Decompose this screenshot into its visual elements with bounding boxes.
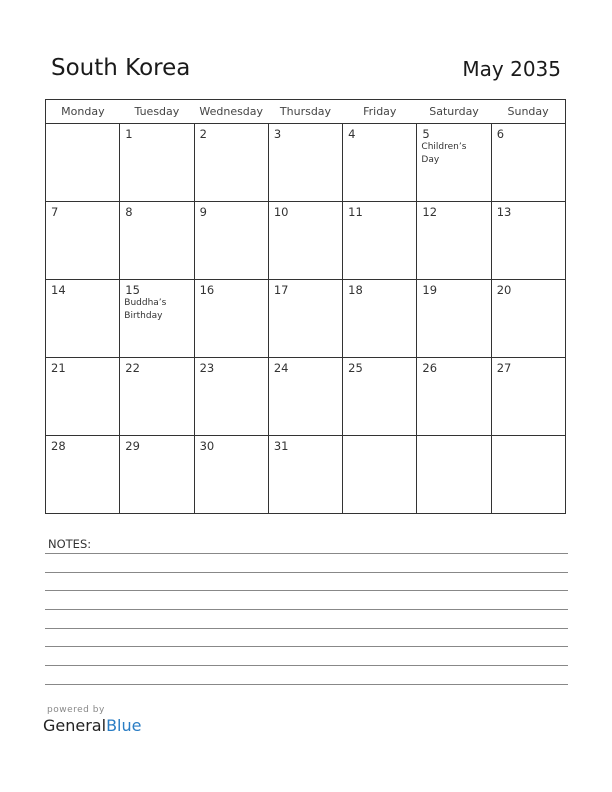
day-cell xyxy=(46,280,120,358)
day-cell xyxy=(268,124,342,202)
notes-label: NOTES: xyxy=(48,537,92,551)
day-cell xyxy=(491,124,565,202)
day-number: 29 xyxy=(125,439,140,453)
day-cell xyxy=(491,280,565,358)
day-cell xyxy=(194,358,268,436)
empty-day-cell xyxy=(491,436,565,514)
note-line xyxy=(45,553,568,554)
note-line xyxy=(45,609,568,610)
weekday-header: Sunday xyxy=(491,100,565,124)
day-cell xyxy=(343,124,417,202)
day-number: 28 xyxy=(51,439,66,453)
note-line xyxy=(45,590,568,591)
logo-general-text: General xyxy=(43,716,107,735)
empty-day-cell xyxy=(343,436,417,514)
day-number: 21 xyxy=(51,361,66,375)
day-number: 7 xyxy=(51,205,59,219)
day-cell xyxy=(417,202,491,280)
weekday-header-row xyxy=(46,100,566,124)
day-number: 26 xyxy=(422,361,438,375)
day-cell xyxy=(46,202,120,280)
day-cell xyxy=(268,358,342,436)
week-row xyxy=(46,124,566,202)
day-number: 2 xyxy=(199,127,207,141)
day-number: 30 xyxy=(199,439,215,453)
day-cell xyxy=(268,436,342,514)
day-number: 22 xyxy=(125,361,140,375)
day-number: 20 xyxy=(496,283,512,297)
day-number: 11 xyxy=(348,205,363,219)
day-cell xyxy=(120,280,194,358)
day-cell xyxy=(268,202,342,280)
day-number: 15 xyxy=(125,283,140,297)
day-number: 18 xyxy=(348,283,363,297)
empty-day-cell xyxy=(46,124,120,202)
day-number: 4 xyxy=(348,127,356,141)
note-line xyxy=(45,572,568,573)
day-cell xyxy=(46,436,120,514)
day-cell xyxy=(417,280,491,358)
day-cell xyxy=(343,280,417,358)
day-number: 31 xyxy=(273,439,289,453)
day-cell xyxy=(194,202,268,280)
calendar-grid xyxy=(45,99,566,514)
weekday-header: Wednesday xyxy=(194,100,268,124)
day-cell xyxy=(120,358,194,436)
day-cell xyxy=(268,280,342,358)
day-number: 8 xyxy=(125,205,133,219)
day-cell xyxy=(120,436,194,514)
note-line xyxy=(45,628,568,629)
day-number: 1 xyxy=(125,127,133,141)
day-cell xyxy=(194,124,268,202)
day-number: 12 xyxy=(422,205,438,219)
week-row xyxy=(46,202,566,280)
day-number: 5 xyxy=(422,127,430,141)
powered-by-text: powered by xyxy=(47,705,105,715)
day-number: 14 xyxy=(51,283,66,297)
week-row xyxy=(46,280,566,358)
weekday-header: Saturday xyxy=(417,100,491,124)
logo-blue-text: Blue xyxy=(106,716,142,735)
weekday-header: Friday xyxy=(343,100,417,124)
note-line xyxy=(45,684,568,685)
day-number: 10 xyxy=(273,205,289,219)
day-number: 6 xyxy=(496,127,505,141)
day-number: 13 xyxy=(496,205,512,219)
day-number: 19 xyxy=(422,283,438,297)
day-cell xyxy=(491,358,565,436)
day-number: 23 xyxy=(199,361,215,375)
holiday-label: Buddha’s Birthday xyxy=(124,298,167,321)
day-cell xyxy=(417,358,491,436)
holiday-label: Children’s Day xyxy=(421,142,467,165)
weekday-header: Thursday xyxy=(268,100,342,124)
day-cell xyxy=(491,202,565,280)
day-cell xyxy=(343,202,417,280)
day-cell xyxy=(417,124,491,202)
day-number: 25 xyxy=(348,361,363,375)
day-cell xyxy=(46,358,120,436)
week-row xyxy=(46,436,566,514)
day-cell xyxy=(343,358,417,436)
weekday-header: Monday xyxy=(46,100,120,124)
day-number: 24 xyxy=(273,361,289,375)
note-line xyxy=(45,646,568,647)
note-line xyxy=(45,665,568,666)
day-cell xyxy=(120,202,194,280)
generalblue-logo[interactable] xyxy=(43,716,141,735)
day-number: 16 xyxy=(199,283,215,297)
empty-day-cell xyxy=(417,436,491,514)
day-cell xyxy=(194,280,268,358)
day-number: 17 xyxy=(273,283,289,297)
day-number: 3 xyxy=(273,127,282,141)
country-title: South Korea xyxy=(51,55,191,81)
weekday-header: Tuesday xyxy=(120,100,194,124)
day-number: 27 xyxy=(496,361,512,375)
day-cell xyxy=(194,436,268,514)
day-number: 9 xyxy=(199,205,207,219)
day-cell xyxy=(120,124,194,202)
month-year-title: May 2035 xyxy=(462,57,561,81)
week-row xyxy=(46,358,566,436)
